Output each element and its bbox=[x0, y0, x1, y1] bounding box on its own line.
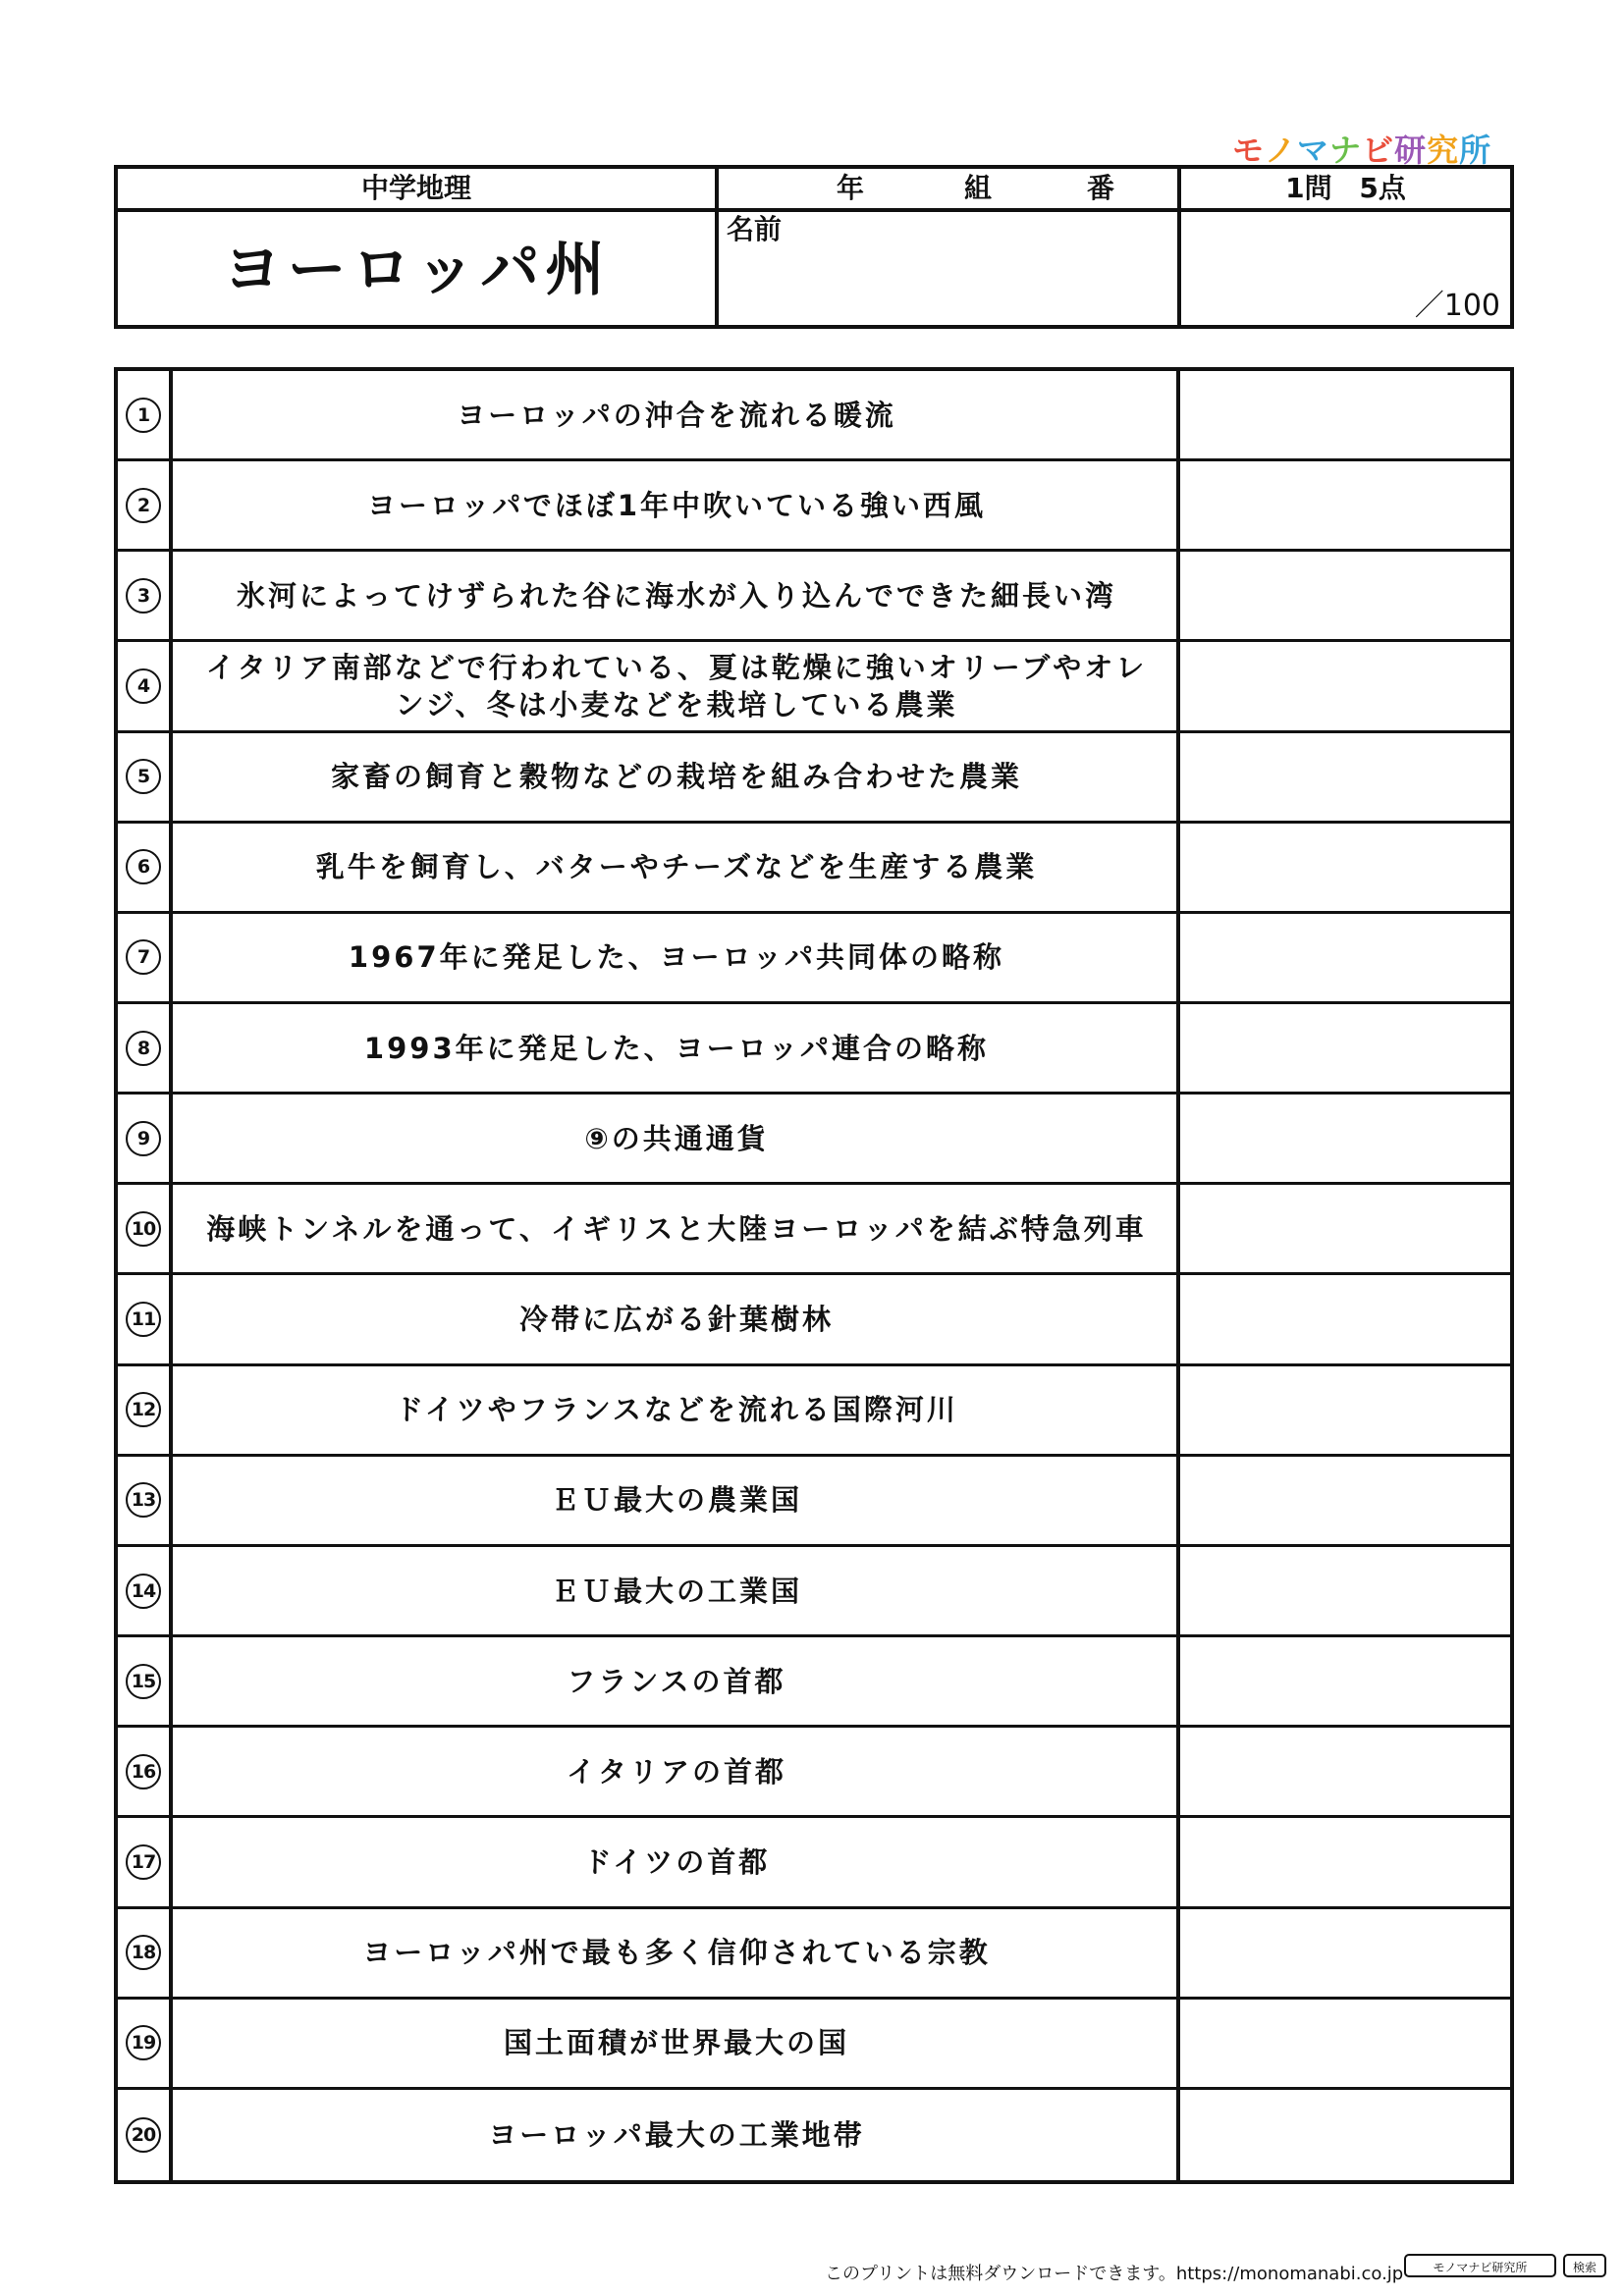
answer-cell[interactable] bbox=[1180, 371, 1510, 458]
questions-table bbox=[114, 367, 1514, 2184]
question-text: ＥＵ最大の農業国 bbox=[550, 1483, 802, 1518]
question-number bbox=[118, 1185, 169, 1272]
question-row bbox=[118, 1276, 1510, 1366]
answer-cell[interactable] bbox=[1180, 1276, 1510, 1363]
logo-char: ナ bbox=[1329, 132, 1363, 169]
question-number bbox=[118, 552, 169, 639]
question-text: ＥＵ最大の工業国 bbox=[550, 1574, 802, 1608]
answer-cell[interactable] bbox=[1180, 1185, 1510, 1272]
question-number bbox=[118, 733, 169, 821]
year-label: 年 bbox=[837, 172, 865, 204]
question-number-circle: 4 bbox=[126, 668, 161, 704]
question-row bbox=[118, 1366, 1510, 1457]
question-number-circle: 2 bbox=[126, 488, 161, 523]
question-text: ヨーロッパでほぼ1年中吹いている強い西風 bbox=[366, 488, 987, 522]
question-number bbox=[118, 1095, 169, 1182]
question-number-circle: 13 bbox=[126, 1482, 161, 1518]
question-number-circle: 12 bbox=[126, 1392, 161, 1427]
question-number-circle: 3 bbox=[126, 578, 161, 614]
question-number bbox=[118, 371, 169, 458]
question-number bbox=[118, 1366, 169, 1454]
question-number-circle: 8 bbox=[126, 1031, 161, 1066]
question-text: ドイツの首都 bbox=[582, 1844, 771, 1879]
question-row bbox=[118, 1095, 1510, 1185]
question-number bbox=[118, 1457, 169, 1544]
name-label: 名前 bbox=[727, 213, 783, 245]
question-text: 海峡トンネルを通って、イギリスと大陸ヨーロッパを結ぶ特急列車 bbox=[206, 1211, 1147, 1246]
question-row bbox=[118, 1004, 1510, 1095]
question-row bbox=[118, 733, 1510, 824]
question-row bbox=[118, 461, 1510, 552]
question-text: 氷河によってけずられた谷に海水が入り込んでできた細長い湾 bbox=[236, 578, 1116, 613]
question-number-circle: 10 bbox=[126, 1211, 161, 1247]
question-number bbox=[118, 824, 169, 911]
logo-char: マ bbox=[1297, 132, 1330, 169]
question-row bbox=[118, 552, 1510, 642]
question-row bbox=[118, 1637, 1510, 1728]
question-number bbox=[118, 1276, 169, 1363]
question-number bbox=[118, 2090, 169, 2180]
question-row bbox=[118, 824, 1510, 914]
question-number-circle: 14 bbox=[126, 1574, 161, 1609]
question-number-circle: 11 bbox=[126, 1302, 161, 1337]
question-number bbox=[118, 1004, 169, 1092]
question-text: ヨーロッパの沖合を流れる暖流 bbox=[457, 398, 896, 432]
question-text: ヨーロッパ州で最も多く信仰されている宗教 bbox=[362, 1936, 991, 1970]
question-number-circle: 5 bbox=[126, 759, 161, 794]
question-text: ドイツやフランスなどを流れる国際河川 bbox=[395, 1393, 958, 1427]
question-number-circle: 6 bbox=[126, 849, 161, 884]
question-number-circle: 17 bbox=[126, 1844, 161, 1880]
question-text: 1993年に発足した、ヨーロッパ連合の略称 bbox=[363, 1031, 990, 1065]
logo-char: ノ bbox=[1265, 132, 1298, 169]
question-number bbox=[118, 1637, 169, 1725]
number-label: 番 bbox=[1087, 172, 1115, 204]
question-number-circle: 15 bbox=[126, 1664, 161, 1699]
question-number-circle: 7 bbox=[126, 939, 161, 975]
question-row bbox=[118, 2000, 1510, 2090]
logo-char: ビ bbox=[1362, 132, 1395, 169]
answer-cell[interactable] bbox=[1180, 733, 1510, 821]
answer-cell[interactable] bbox=[1180, 2090, 1510, 2180]
answer-cell[interactable] bbox=[1180, 1004, 1510, 1092]
question-text: イタリア南部などで行われている、夏は乾燥に強いオリーブやオレンジ、冬は小麦などを栽培している農業 bbox=[205, 651, 1148, 721]
header-table bbox=[114, 165, 1514, 329]
question-number bbox=[118, 1818, 169, 1905]
question-number bbox=[118, 1728, 169, 1815]
answer-cell[interactable] bbox=[1180, 1547, 1510, 1634]
question-row bbox=[118, 1185, 1510, 1275]
answer-cell[interactable] bbox=[1180, 1095, 1510, 1182]
logo-char: モ bbox=[1232, 132, 1266, 169]
question-row bbox=[118, 1457, 1510, 1547]
question-number-circle: 18 bbox=[126, 1935, 161, 1970]
search-box: モノマナビ研究所 bbox=[1404, 2254, 1556, 2277]
question-number bbox=[118, 2000, 169, 2087]
answer-cell[interactable] bbox=[1180, 1909, 1510, 1997]
footer-text: このプリントは無料ダウンロードできます。https://monomanabi.co.jp bbox=[825, 2264, 1404, 2284]
logo-char: 所 bbox=[1459, 132, 1492, 169]
logo-char: 研 bbox=[1394, 132, 1428, 169]
question-number bbox=[118, 1547, 169, 1634]
question-number bbox=[118, 461, 169, 549]
answer-cell[interactable] bbox=[1180, 1728, 1510, 1815]
answer-cell[interactable] bbox=[1180, 552, 1510, 639]
question-text: 乳牛を飼育し、バターやチーズなどを生産する農業 bbox=[315, 850, 1038, 884]
question-text: 国土面積が世界最大の国 bbox=[503, 2026, 849, 2060]
question-number bbox=[118, 914, 169, 1001]
question-row bbox=[118, 642, 1510, 732]
question-text: イタリアの首都 bbox=[566, 1754, 786, 1789]
question-row bbox=[118, 2090, 1510, 2180]
question-row bbox=[118, 371, 1510, 461]
answer-cell[interactable] bbox=[1180, 1457, 1510, 1544]
class-label: 組 bbox=[964, 172, 993, 204]
question-row bbox=[118, 1909, 1510, 2000]
question-number bbox=[118, 1909, 169, 1997]
question-text: 冷帯に広がる針葉樹林 bbox=[518, 1303, 834, 1337]
question-number-circle: 19 bbox=[126, 2025, 161, 2060]
question-row bbox=[118, 914, 1510, 1004]
page-title: ヨーロッパ州 bbox=[222, 236, 611, 304]
question-text: フランスの首都 bbox=[567, 1664, 786, 1698]
question-row bbox=[118, 1728, 1510, 1818]
answer-cell[interactable] bbox=[1180, 1637, 1510, 1725]
answer-cell[interactable] bbox=[1180, 642, 1510, 729]
total-score: ／100 bbox=[1414, 289, 1500, 323]
answer-cell[interactable] bbox=[1180, 461, 1510, 549]
question-row bbox=[118, 1818, 1510, 1908]
question-text: 1967年に発足した、ヨーロッパ共同体の略称 bbox=[348, 940, 1005, 975]
class-info bbox=[719, 169, 1177, 208]
answer-cell[interactable] bbox=[1180, 914, 1510, 1001]
question-text: ⑨の共通通貨 bbox=[584, 1121, 769, 1155]
footer bbox=[825, 2260, 1597, 2285]
question-number bbox=[118, 642, 169, 729]
answer-cell[interactable] bbox=[1180, 824, 1510, 911]
question-number-circle: 9 bbox=[126, 1121, 161, 1156]
logo-char: 究 bbox=[1427, 132, 1460, 169]
points-per-question: 1問 5点 bbox=[1285, 172, 1406, 204]
subject-label: 中学地理 bbox=[360, 172, 471, 204]
answer-cell[interactable] bbox=[1180, 2000, 1510, 2087]
question-row bbox=[118, 1547, 1510, 1637]
question-number-circle: 1 bbox=[126, 398, 161, 433]
question-text: ヨーロッパ最大の工業地帯 bbox=[488, 2117, 865, 2152]
question-text: 家畜の飼育と穀物などの栽培を組み合わせた農業 bbox=[330, 760, 1022, 794]
answer-cell[interactable] bbox=[1180, 1366, 1510, 1454]
question-number-circle: 16 bbox=[126, 1754, 161, 1789]
question-number-circle: 20 bbox=[126, 2117, 161, 2153]
search-button: 検索 bbox=[1563, 2254, 1606, 2277]
answer-cell[interactable] bbox=[1180, 1818, 1510, 1905]
